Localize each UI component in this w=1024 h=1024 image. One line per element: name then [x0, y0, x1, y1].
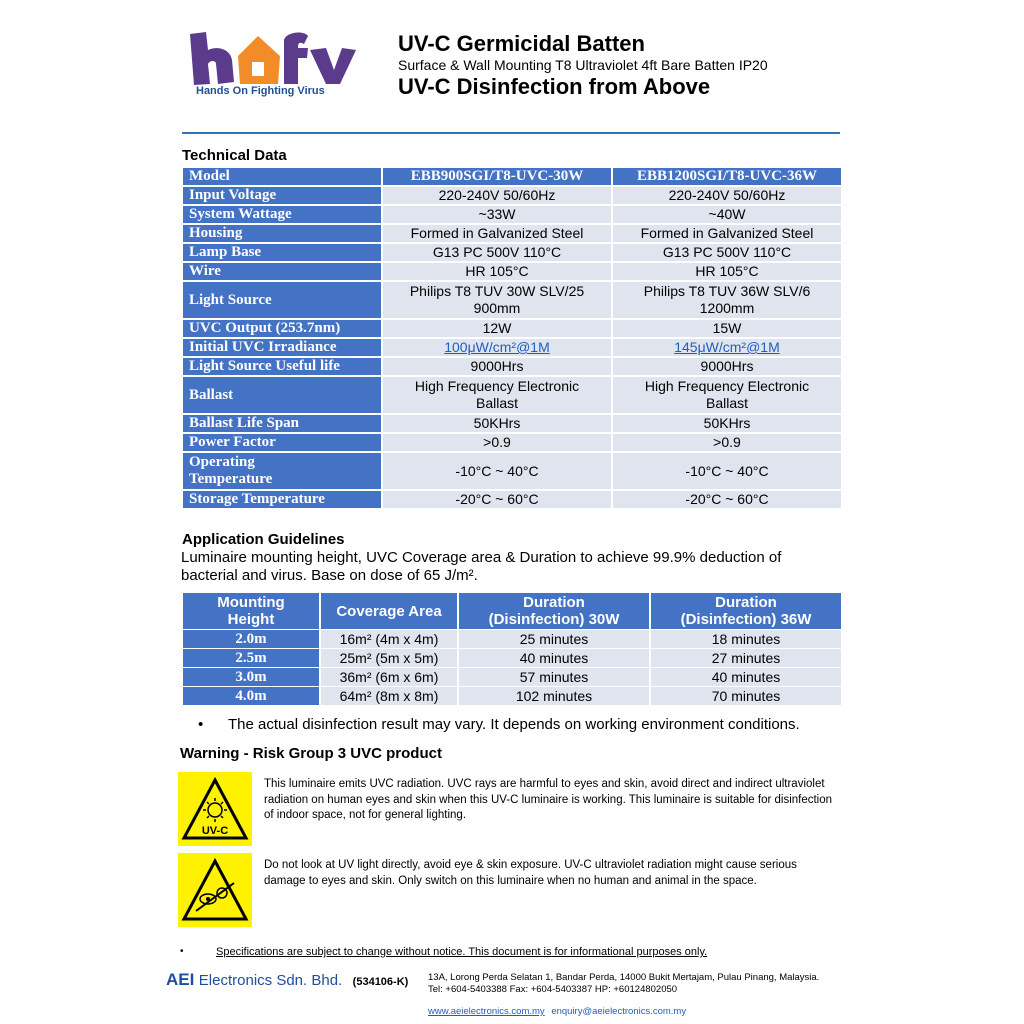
email-link[interactable]: enquiry@aeielectronics.com.my: [551, 1006, 687, 1017]
coverage-row: [183, 649, 841, 667]
spec-label: System Wattage: [183, 206, 381, 223]
spec-value-b: 50KHrs: [611, 415, 841, 432]
spec-value-a: 50KHrs: [381, 415, 611, 432]
page-headline: UV-C Disinfection from Above: [398, 74, 711, 99]
spec-value-b: EBB1200SGI/T8-UVC-36W: [611, 168, 841, 185]
coverage-cell-d36: 70 minutes: [649, 687, 841, 705]
coverage-cell-height: 3.0m: [183, 668, 319, 686]
spec-row: [183, 320, 841, 337]
disclaimer: Specifications are subject to change without notice. This document is for informational purposes only.: [216, 946, 708, 958]
spec-value-b: 9000Hrs: [611, 358, 841, 375]
spec-row: [183, 187, 841, 204]
spec-value-a: -10°C ~ 40°C: [381, 453, 611, 489]
spec-label: Ballast: [183, 377, 381, 413]
spec-value-a: -20°C ~ 60°C: [381, 491, 611, 508]
coverage-row: [183, 668, 841, 686]
technical-data-table: [183, 166, 841, 510]
coverage-cell-d36: 18 minutes: [649, 630, 841, 648]
coverage-cell-area: 16m² (4m x 4m): [319, 630, 457, 648]
company-contact: Tel: +604-5403388 Fax: +604-5403387 HP: +60124802050: [428, 984, 678, 995]
coverage-header: Duration (Disinfection) 30W: [457, 593, 649, 629]
coverage-header: Duration (Disinfection) 36W: [649, 593, 841, 629]
coverage-row: [183, 630, 841, 648]
spec-row: [183, 282, 841, 318]
spec-label: UVC Output (253.7nm): [183, 320, 381, 337]
coverage-cell-height: 2.5m: [183, 649, 319, 667]
spec-label: Lamp Base: [183, 244, 381, 261]
company-short: AEI: [166, 970, 195, 989]
coverage-cell-area: 25m² (5m x 5m): [319, 649, 457, 667]
coverage-cell-area: 36m² (6m x 6m): [319, 668, 457, 686]
spec-value-a: >0.9: [381, 434, 611, 451]
spec-value-a: 9000Hrs: [381, 358, 611, 375]
spec-label: Model: [183, 168, 381, 185]
coverage-cell-d30: 40 minutes: [457, 649, 649, 667]
spec-label: Light Source: [183, 282, 381, 318]
application-intro: Luminaire mounting height, UVC Coverage area & Duration to achieve 99.9% deduction of bacterial and virus. Base on dose of 65 J/m².: [181, 549, 782, 584]
spec-row: [183, 263, 841, 280]
spec-label: Initial UVC Irradiance: [183, 339, 381, 356]
spec-row: [183, 377, 841, 413]
title-block: [398, 32, 768, 100]
coverage-cell-d30: 25 minutes: [457, 630, 649, 648]
spec-label: Wire: [183, 263, 381, 280]
spec-label: Power Factor: [183, 434, 381, 451]
spec-label: Light Source Useful life: [183, 358, 381, 375]
spec-label: Storage Temperature: [183, 491, 381, 508]
company-name: [166, 970, 408, 990]
spec-row: [183, 244, 841, 261]
header-divider: [182, 132, 840, 134]
spec-value-a: HR 105°C: [381, 263, 611, 280]
logo-tagline: Hands On Fighting Virus: [196, 85, 325, 97]
disinfection-note: The actual disinfection result may vary. It depends on working environment conditions.: [228, 716, 800, 733]
coverage-table: [183, 592, 841, 706]
website-link[interactable]: www.aeielectronics.com.my: [428, 1006, 545, 1017]
spec-label: Operating Temperature: [183, 453, 381, 489]
company-address: 13A, Lorong Perda Selatan 1, Bandar Perda, 14000 Bukit Mertajam, Pulau Pinang, Malaysia.: [428, 972, 820, 983]
hofv-logo-mark: [186, 30, 356, 86]
spec-row: [183, 453, 841, 489]
spec-value-b: 15W: [611, 320, 841, 337]
spec-value-a: G13 PC 500V 110°C: [381, 244, 611, 261]
spec-label: Ballast Life Span: [183, 415, 381, 432]
spec-value-a: 220-240V 50/60Hz: [381, 187, 611, 204]
spec-value-a[interactable]: 100μW/cm²@1M: [381, 339, 611, 356]
page-subtitle: Surface & Wall Mounting T8 Ultraviolet 4ft Bare Batten IP20: [398, 57, 768, 73]
spec-value-b: -10°C ~ 40°C: [611, 453, 841, 489]
spec-value-b: ~40W: [611, 206, 841, 223]
spec-row: [183, 206, 841, 223]
spec-label: Housing: [183, 225, 381, 242]
eye-protection-warning-sign: [178, 853, 252, 927]
spec-value-b: High Frequency Electronic Ballast: [611, 377, 841, 413]
coverage-header: Mounting Height: [183, 593, 319, 629]
company-web-links: [428, 1006, 686, 1017]
warning-heading: Warning - Risk Group 3 UVC product: [180, 745, 442, 762]
spec-value-b: 220-240V 50/60Hz: [611, 187, 841, 204]
spec-value-b: G13 PC 500V 110°C: [611, 244, 841, 261]
coverage-cell-d30: 57 minutes: [457, 668, 649, 686]
coverage-row: [183, 687, 841, 705]
page-title: UV-C Germicidal Batten: [398, 31, 645, 56]
spec-row: [183, 168, 841, 185]
spec-row: [183, 358, 841, 375]
coverage-cell-d36: 27 minutes: [649, 649, 841, 667]
warning-text-radiation: This luminaire emits UVC radiation. UVC rays are harmful to eyes and skin, avoid direct and indirect ultraviolet radiation on human eyes and skin when this UV-C luminaire is working. This luminaire is suitable for disinfection of indoor space, not for general lighting.: [264, 778, 833, 821]
company-reg: (534106-K): [352, 976, 409, 988]
coverage-cell-area: 64m² (8m x 8m): [319, 687, 457, 705]
uvc-warning-sign: [178, 772, 252, 846]
company-rest: Electronics Sdn. Bhd.: [198, 972, 343, 989]
spec-value-a: High Frequency Electronic Ballast: [381, 377, 611, 413]
spec-row: [183, 415, 841, 432]
no-direct-exposure-icon: [178, 853, 252, 927]
brand-logo: [186, 30, 356, 102]
coverage-cell-d30: 102 minutes: [457, 687, 649, 705]
spec-row: [183, 225, 841, 242]
spec-value-b: -20°C ~ 60°C: [611, 491, 841, 508]
uvc-icon-label: UV-C: [201, 825, 229, 837]
spec-value-a: 12W: [381, 320, 611, 337]
spec-value-b: >0.9: [611, 434, 841, 451]
uvc-radiation-icon: [178, 772, 252, 846]
spec-value-b: Philips T8 TUV 36W SLV/6 1200mm: [611, 282, 841, 318]
coverage-cell-d36: 40 minutes: [649, 668, 841, 686]
coverage-cell-height: 4.0m: [183, 687, 319, 705]
warning-text-exposure: Do not look at UV light directly, avoid eye & skin exposure. UV-C ultraviolet radiation might cause serious damage to eyes and skin. Only switch on this luminaire when no human and animal in the space.: [264, 859, 797, 887]
spec-value-a: Formed in Galvanized Steel: [381, 225, 611, 242]
spec-value-b: HR 105°C: [611, 263, 841, 280]
spec-value-b[interactable]: 145μW/cm²@1M: [611, 339, 841, 356]
coverage-header: Coverage Area: [319, 593, 457, 629]
coverage-cell-height: 2.0m: [183, 630, 319, 648]
company-address-block: [428, 972, 819, 996]
application-guidelines-heading: Application Guidelines: [182, 531, 345, 548]
spec-row: [183, 434, 841, 451]
note-bullet: •: [198, 716, 204, 733]
spec-row: [183, 491, 841, 508]
spec-row: [183, 339, 841, 356]
disclaimer-bullet: •: [180, 946, 184, 957]
spec-label: Input Voltage: [183, 187, 381, 204]
spec-value-a: EBB900SGI/T8-UVC-30W: [381, 168, 611, 185]
spec-value-a: ~33W: [381, 206, 611, 223]
spec-value-a: Philips T8 TUV 30W SLV/25 900mm: [381, 282, 611, 318]
spec-value-b: Formed in Galvanized Steel: [611, 225, 841, 242]
technical-data-heading: Technical Data: [182, 147, 287, 164]
